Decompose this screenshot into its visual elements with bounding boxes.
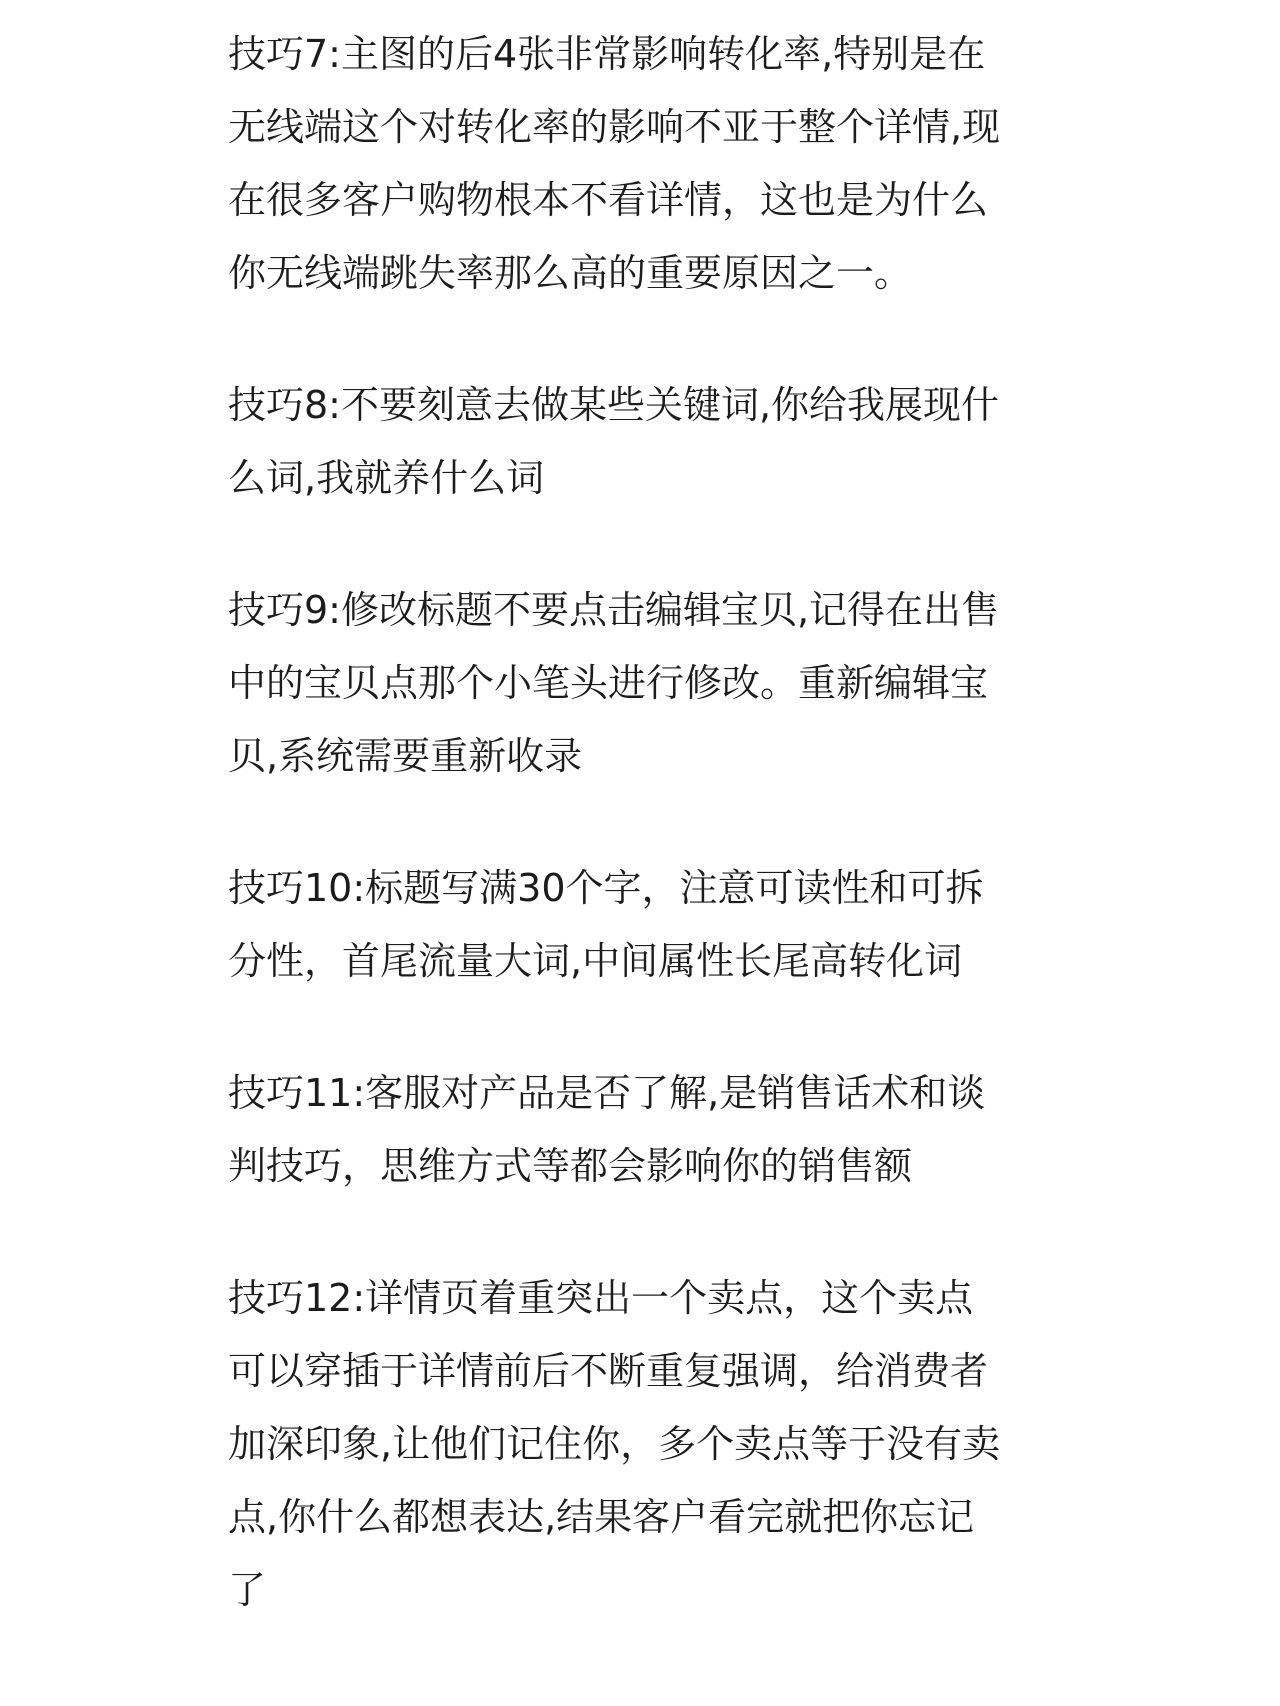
tip-line: 你无线端跳失率那么高的重要原因之一。 — [228, 251, 913, 295]
tip-line: 点,你什么都想表达,结果客户看完就把你忘记 — [228, 1495, 975, 1539]
tip-line: 技巧11:客服对产品是否了解,是销售话术和谈 — [228, 1071, 986, 1115]
tip-line: 在很多客户购物根本不看详情，这也是为什么 — [228, 178, 989, 222]
tip-line: 无线端这个对转化率的影响不亚于整个详情,现 — [228, 105, 1001, 149]
tip-11 — [228, 1057, 1068, 1203]
tip-line: 技巧7:主图的后4张非常影响转化率,特别是在 — [228, 32, 986, 76]
tip-line: 了 — [228, 1568, 267, 1612]
tip-line: 可以穿插于详情前后不断重复强调，给消费者 — [228, 1349, 989, 1393]
tip-line: 技巧8:不要刻意去做某些关键词,你给我展现什 — [228, 383, 1000, 427]
tip-line: 么词,我就养什么词 — [228, 456, 545, 500]
tip-7 — [228, 18, 1068, 310]
tip-line: 技巧9:修改标题不要点击编辑宝贝,记得在出售 — [228, 588, 1000, 632]
tip-line: 技巧12:详情页着重突出一个卖点，这个卖点 — [228, 1276, 974, 1320]
tip-line: 技巧10:标题写满30个字，注意可读性和可拆 — [228, 866, 984, 910]
tip-line: 分性，首尾流量大词,中间属性长尾高转化词 — [228, 939, 963, 983]
tip-9 — [228, 574, 1068, 793]
tip-line: 贝,系统需要重新收录 — [228, 734, 583, 778]
tip-10 — [228, 852, 1068, 998]
tip-line: 加深印象,让他们记住你，多个卖点等于没有卖 — [228, 1422, 1001, 1466]
tip-12 — [228, 1262, 1068, 1627]
tips-document — [228, 18, 1068, 1686]
tip-line: 中的宝贝点那个小笔头进行修改。重新编辑宝 — [228, 661, 989, 705]
tip-line: 判技巧，思维方式等都会影响你的销售额 — [228, 1144, 913, 1188]
tip-8 — [228, 369, 1068, 515]
